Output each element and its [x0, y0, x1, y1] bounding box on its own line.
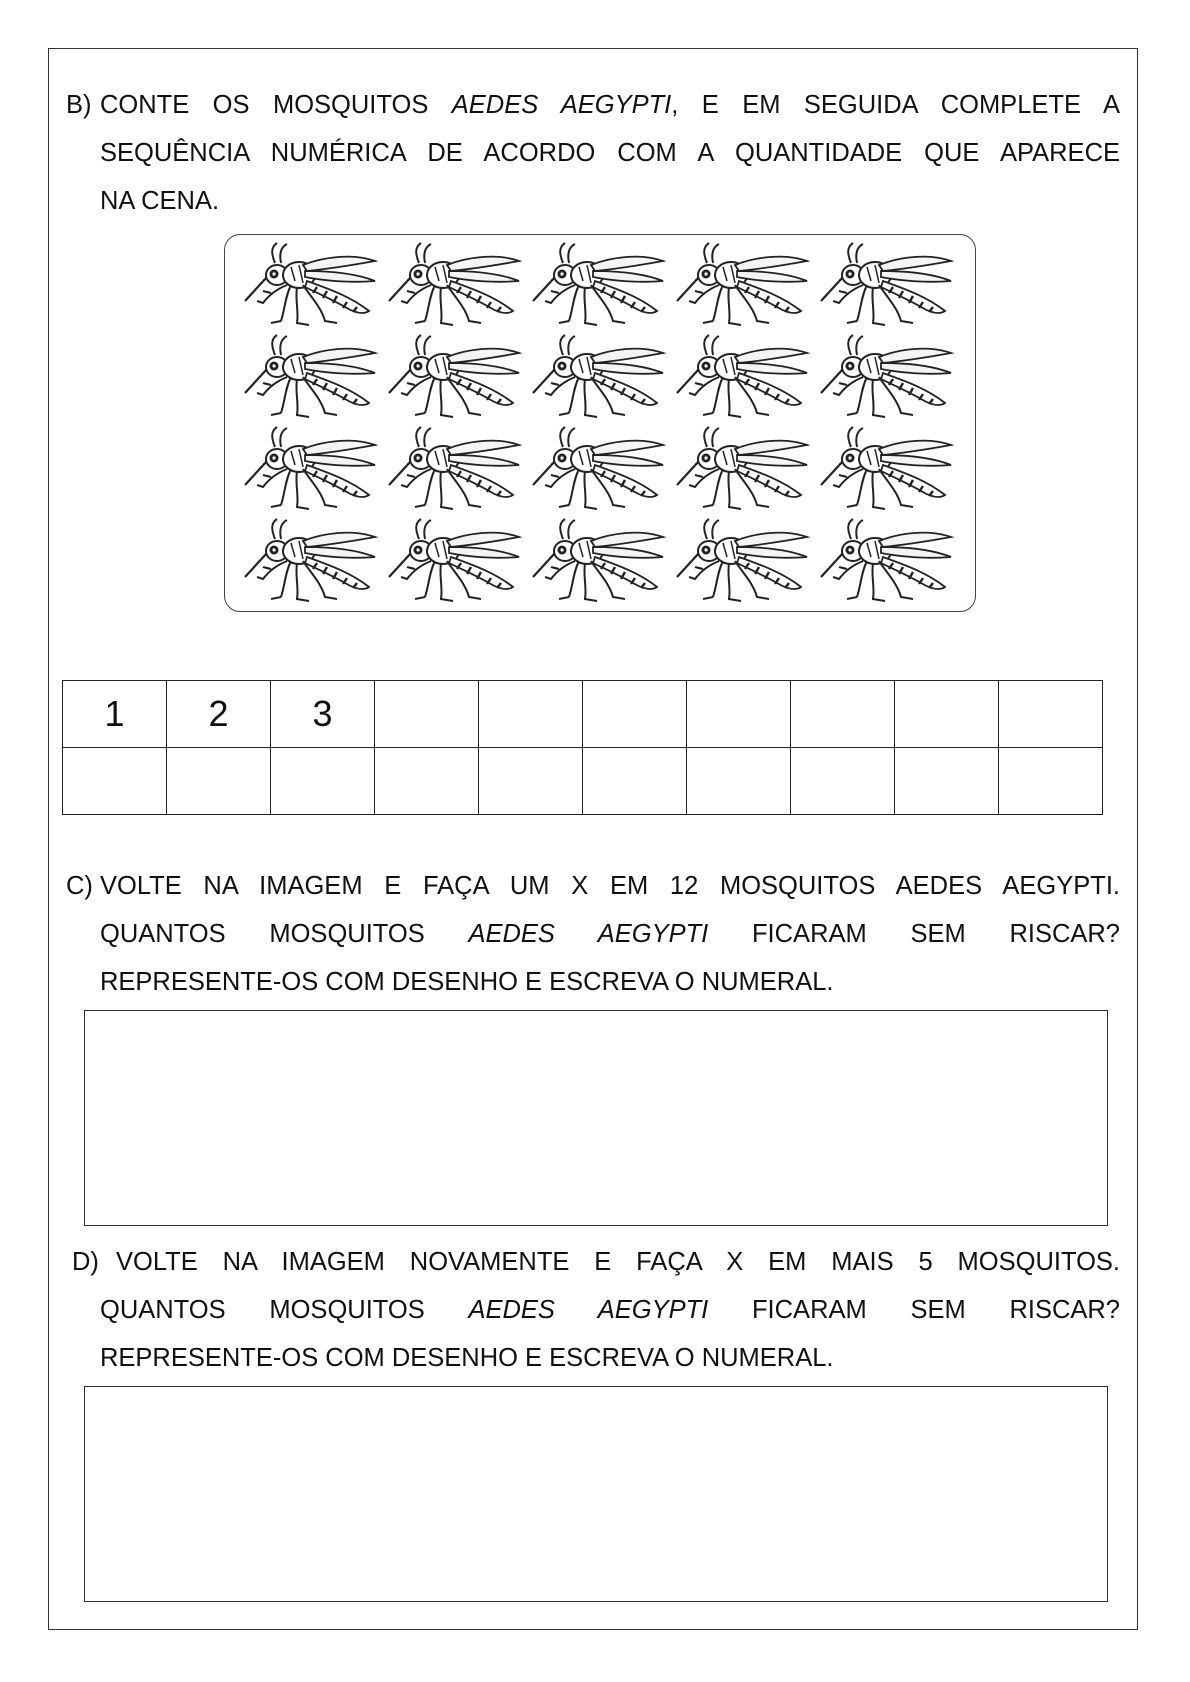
species-name: AEDES AEGYPTI: [468, 920, 709, 948]
mosquito-icon[interactable]: [673, 241, 813, 327]
sequence-cell[interactable]: [895, 748, 999, 815]
sequence-row-2: [63, 748, 1103, 815]
answer-box-c[interactable]: [84, 1010, 1108, 1226]
answer-box-d[interactable]: [84, 1386, 1108, 1602]
mosquito-icon[interactable]: [385, 333, 525, 419]
mosquito-icon[interactable]: [673, 333, 813, 419]
sequence-cell[interactable]: [479, 681, 583, 748]
mosquito-icon[interactable]: [673, 425, 813, 511]
mosquito-icon[interactable]: [241, 425, 381, 511]
sequence-cell[interactable]: [375, 681, 479, 748]
mosquito-icon[interactable]: [529, 517, 669, 603]
mosquito-icon[interactable]: [241, 241, 381, 327]
mosquito-icon[interactable]: [817, 333, 957, 419]
section-b-line-2: SEQUÊNCIA NUMÉRICA DE ACORDO COM A QUANTIDADE QUE APARECE: [100, 139, 1120, 167]
section-d-line-2: QUANTOS MOSQUITOS AEDES AEGYPTI FICARAM SEM RISCAR?: [100, 1296, 1120, 1324]
section-d-letter: D): [72, 1248, 99, 1276]
section-b-line-3: NA CENA.: [100, 187, 220, 215]
sequence-row-1: [63, 681, 1103, 748]
species-name: AEDES AEGYPTI: [451, 91, 672, 119]
mosquito-scene: [224, 234, 976, 612]
section-c-line-3: REPRESENTE-OS COM DESENHO E ESCREVA O NUMERAL.: [100, 968, 834, 996]
mosquito-icon[interactable]: [385, 517, 525, 603]
sequence-cell[interactable]: [999, 681, 1103, 748]
sequence-cell[interactable]: [687, 681, 791, 748]
section-c-line-2: QUANTOS MOSQUITOS AEDES AEGYPTI FICARAM SEM RISCAR?: [100, 920, 1120, 948]
mosquito-icon[interactable]: [529, 241, 669, 327]
sequence-cell[interactable]: [271, 748, 375, 815]
species-name: AEDES AEGYPTI: [468, 1296, 709, 1324]
section-d-line-3: REPRESENTE-OS COM DESENHO E ESCREVA O NUMERAL.: [100, 1344, 834, 1372]
mosquito-icon[interactable]: [529, 425, 669, 511]
section-c-letter: C): [66, 872, 93, 900]
mosquito-icon[interactable]: [241, 333, 381, 419]
sequence-cell[interactable]: [583, 681, 687, 748]
mosquito-icon[interactable]: [385, 241, 525, 327]
sequence-cell[interactable]: [583, 748, 687, 815]
section-d-instructions: [72, 1238, 1120, 1382]
sequence-cell[interactable]: [791, 748, 895, 815]
sequence-cell[interactable]: 2: [167, 681, 271, 748]
mosquito-icon[interactable]: [817, 425, 957, 511]
section-c-line-1: C) VOLTE NA IMAGEM E FAÇA UM X EM 12 MOSQUITOS AEDES AEGYPTI.: [66, 862, 1120, 910]
sequence-cell[interactable]: [687, 748, 791, 815]
section-b-line-1: B) CONTE OS MOSQUITOS AEDES AEGYPTI, E EM SEGUIDA COMPLETE A: [66, 81, 1120, 129]
sequence-cell[interactable]: [999, 748, 1103, 815]
mosquito-icon[interactable]: [673, 517, 813, 603]
mosquito-icon[interactable]: [817, 517, 957, 603]
mosquito-icon[interactable]: [529, 333, 669, 419]
sequence-cell[interactable]: 3: [271, 681, 375, 748]
sequence-cell[interactable]: [479, 748, 583, 815]
mosquito-icon[interactable]: [241, 517, 381, 603]
section-b-instructions: [66, 81, 1120, 225]
section-c-instructions: [66, 862, 1120, 1006]
mosquito-icon[interactable]: [817, 241, 957, 327]
mosquito-icon[interactable]: [385, 425, 525, 511]
sequence-cell[interactable]: [895, 681, 999, 748]
section-b-letter: B): [66, 91, 92, 119]
sequence-table: [62, 680, 1103, 815]
sequence-cell[interactable]: 1: [63, 681, 167, 748]
section-d-line-1: D) VOLTE NA IMAGEM NOVAMENTE E FAÇA X EM MAIS 5 MOSQUITOS.: [72, 1238, 1120, 1286]
sequence-cell[interactable]: [167, 748, 271, 815]
sequence-cell[interactable]: [791, 681, 895, 748]
sequence-cell[interactable]: [375, 748, 479, 815]
sequence-cell[interactable]: [63, 748, 167, 815]
